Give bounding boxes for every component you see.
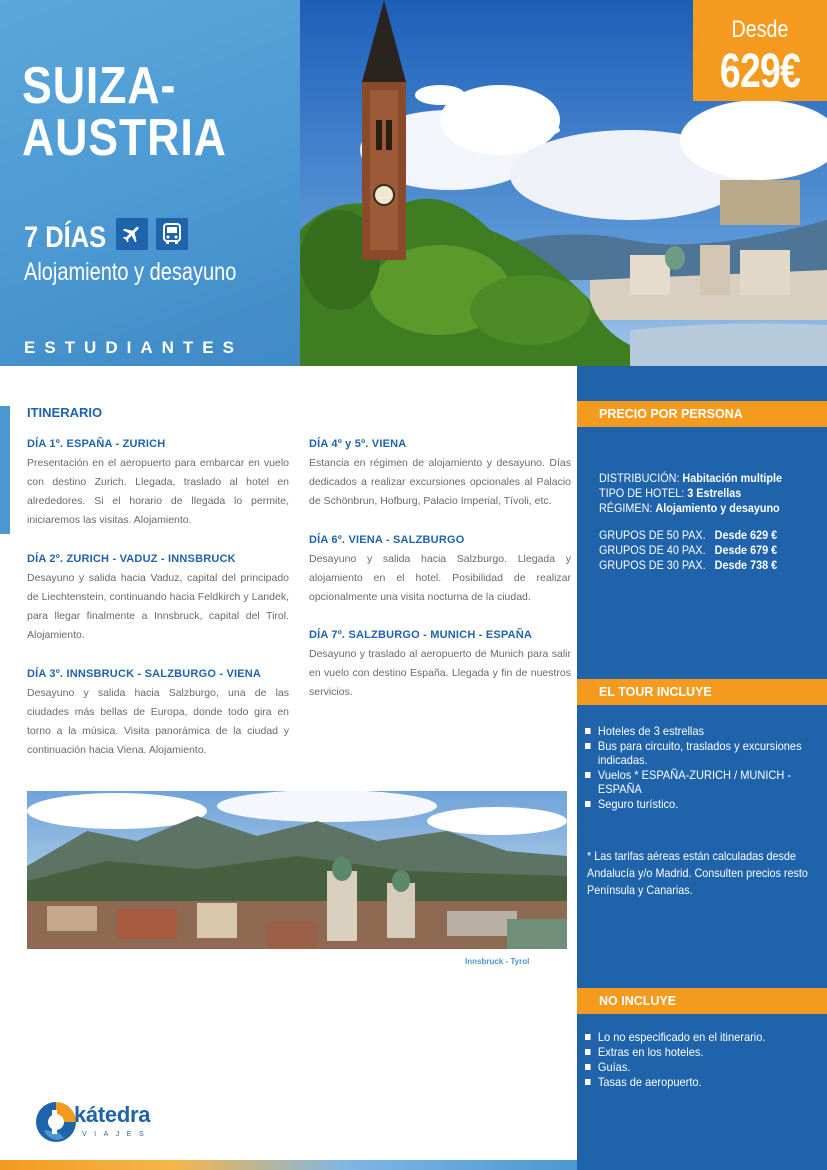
distribution-value: Habitación multiple (682, 471, 783, 485)
itinerary-day (27, 438, 289, 530)
logo-name: kátedra (74, 1102, 151, 1127)
duration-label: 7 DÍAS (24, 221, 107, 254)
itinerary-day (309, 629, 571, 702)
includes-heading: EL TOUR INCLUYE (577, 679, 827, 705)
itinerary-title: ITINERARIO (27, 405, 103, 420)
itinerary-day (27, 553, 289, 645)
group-price: Desde 679 € (714, 543, 778, 557)
day-text: Desayuno y traslado al aeropuerto de Munich para salir en vuelo con destino España. Llegada y fin de nuestros servicios. (309, 648, 571, 698)
group-label: GRUPOS DE 40 PAX. (599, 543, 706, 557)
list-item: Hoteles de 3 estrellas (585, 724, 813, 738)
title-line-2: AUSTRIA (22, 109, 227, 167)
regime-value: Alojamiento y desayuno (655, 501, 780, 515)
group-label: GRUPOS DE 30 PAX. (599, 558, 706, 572)
excludes-list (585, 1030, 823, 1090)
accent-bar (0, 406, 10, 534)
day-title: DÍA 1º. ESPAÑA - ZURICH (27, 438, 166, 450)
hotel-label: TIPO DE HOTEL: (599, 486, 685, 500)
day-text: Desayuno y salida hacia Salzburgo, una de las ciudades más bellas de Europa, donde todo gira en torno a la música. Visita panorámica de la ciudad y continuación hacia Viena. Alojamiento. (27, 687, 289, 756)
price-badge (693, 0, 827, 101)
day-title: DÍA 2º. ZURICH - VADUZ - INNSBRUCK (27, 553, 236, 565)
destination-title (22, 57, 227, 167)
day-text: Desayuno y salida hacia Salzburgo. Llegada y alojamiento en el hotel. Posibilidad de realizar opcionalmente una visita nocturna de la ciudad. (309, 553, 571, 603)
footer-bar (0, 1160, 577, 1170)
day-text: Desayuno y salida hacia Vaduz, capital del principado de Liechtenstein, continuando hacia Feldkirch y Landek, para llegar finalmente a Innsbruck, capital del Tirol. Alojamiento. (27, 572, 289, 641)
itinerary-day (309, 534, 571, 607)
regime-type-label: RÉGIMEN: (599, 501, 653, 515)
day-text: Estancia en régimen de alojamiento y desayuno. Días dedicados a realizar excursiones opcionales al Palacio de Schönbrun, Hofburg, Palacio Imperial, Tívoli, etc. (309, 457, 571, 507)
itinerary-day (309, 438, 571, 511)
list-item: Tasas de aeropuerto. (585, 1075, 813, 1089)
excludes-heading: NO INCLUYE (577, 988, 827, 1014)
pricing-heading: PRECIO POR PERSONA (577, 401, 827, 427)
day-title: DÍA 3º. INNSBRUCK - SALZBURGO - VIENA (27, 668, 262, 680)
pricing-details (599, 471, 782, 516)
photo-caption: Innsbruck - Tyrol (465, 957, 530, 966)
day-text: Presentación en el aeropuerto para embarcar en vuelo con destino Zurich. Llegada, traslado al hotel en alrededores. Si el horario de llegada lo permite, iniciaremos las visitas. Alojamiento. (27, 457, 289, 526)
logo-mark-icon (34, 1100, 78, 1144)
list-item: Seguro turístico. (585, 797, 813, 811)
plane-icon (116, 218, 148, 250)
list-item: Lo no especificado en el itinerario. (585, 1030, 813, 1044)
list-item: Extras en los hoteles. (585, 1045, 813, 1059)
includes-list (585, 724, 823, 812)
list-item: Bus para circuito, traslados y excursiones indicadas. (585, 739, 813, 767)
title-line-1: SUIZA- (22, 57, 177, 115)
list-item: Guías. (585, 1060, 813, 1074)
price-from-label: Desde (731, 16, 789, 43)
day-title: DÍA 4º y 5º. VIENA (309, 438, 407, 450)
group-prices (599, 528, 777, 573)
day-title: DÍA 7º. SALZBURGO - MUNICH - ESPAÑA (309, 629, 533, 641)
bus-icon (156, 218, 188, 250)
airfare-note: * Las tarifas aéreas están calculadas desde Andalucía y/o Madrid. Consulten precios resto Península y Canarias. (587, 849, 808, 897)
group-label: GRUPOS DE 50 PAX. (599, 528, 706, 542)
day-title: DÍA 6º. VIENA - SALZBURGO (309, 534, 465, 546)
audience-label: ESTUDIANTES (24, 338, 243, 357)
katedra-logo (34, 1098, 184, 1148)
price-value: 629€ (719, 45, 801, 98)
regime-label: Alojamiento y desayuno (24, 258, 237, 286)
hotel-value: 3 Estrellas (687, 486, 742, 500)
group-price: Desde 738 € (714, 558, 778, 572)
hero-panel (0, 0, 300, 366)
distribution-label: DISTRIBUCIÓN: (599, 471, 680, 485)
logo-subtitle: VIAJES (82, 1131, 152, 1138)
itinerary-day (27, 668, 289, 760)
innsbruck-photo (27, 791, 567, 949)
group-price: Desde 629 € (714, 528, 778, 542)
list-item: Vuelos * ESPAÑA-ZURICH / MUNICH - ESPAÑA (585, 768, 813, 796)
